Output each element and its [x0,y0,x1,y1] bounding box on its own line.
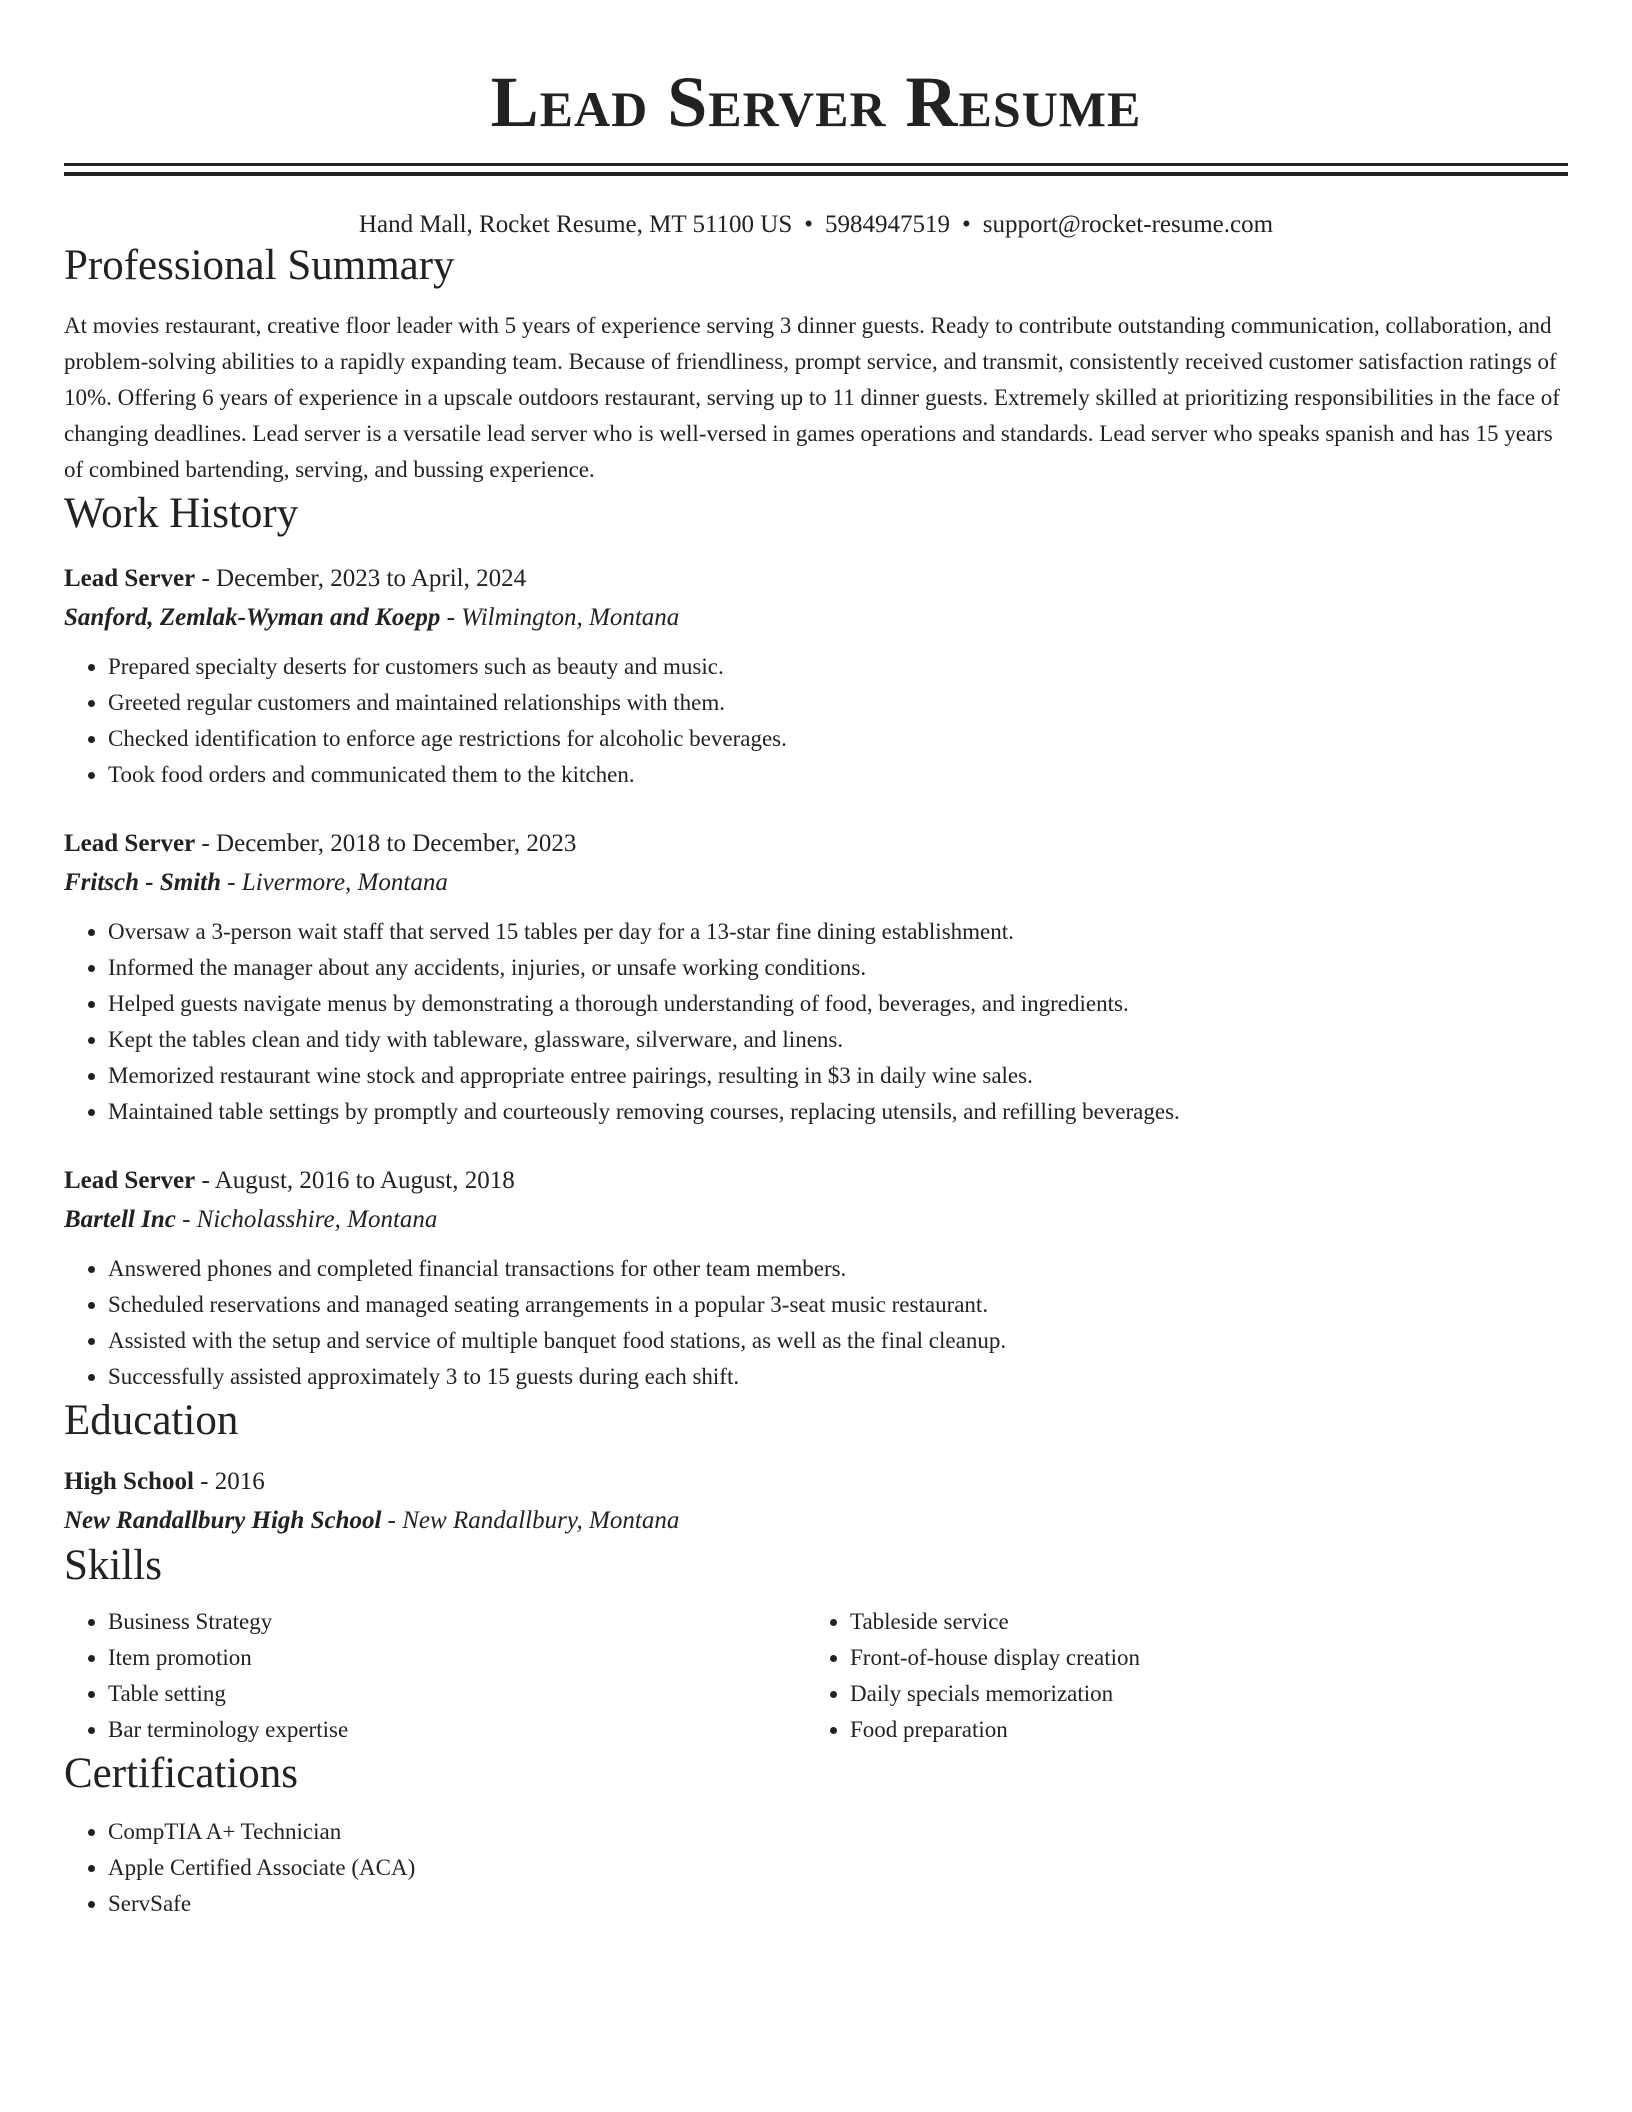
job-duty-item: • Checked identification to enforce age restrictions for alcoholic beverages. [108,721,1568,757]
job-duty-item: • Greeted regular customers and maintained relationships with them. [108,685,1568,721]
job-dates: August, 2016 to August, 2018 [214,1167,515,1194]
skills-heading: Skills [64,1542,162,1589]
certification-item: • ServSafe [108,1886,1568,1922]
job-entry [64,825,1568,1130]
skill-item: • Table setting [108,1676,806,1712]
education-degree-line: High School - 2016 [64,1468,265,1495]
job-title: Lead Server [64,830,196,857]
job-employer-line: Sanford, Zemlak-Wyman and Koepp - Wilmington, Montana [64,604,680,631]
job-title: Lead Server [64,1167,196,1194]
summary-text: At movies restaurant, creative floor leader with 5 years of experience serving 3 dinner guests. Ready to contribute outstanding communication, collaboration, and problem-solving abilities to a rapidly expanding team. Because of friendliness, prompt service, and transmit, consistently received customer satisfaction ratings of 10%. Offering 6 years of experience in a upscale outdoors restaurant, serving up to 11 dinner guests. Extremely skilled at prioritizing responsibilities in the face of changing deadlines. Lead server is a versatile lead server who is well-versed in games operations and standards. Lead server who speaks spanish and has 15 years of combined bartending, serving, and bussing experience. [64,313,1560,482]
job-duty-item: • Answered phones and completed financial transactions for other team members. [108,1251,1568,1287]
skill-item: • Bar terminology expertise [108,1712,806,1748]
job-duty-item: • Assisted with the setup and service of multiple banquet food stations, as well as the final cleanup. [108,1323,1568,1359]
job-duties [64,649,1568,793]
job-location: Nicholasshire, Montana [196,1206,438,1233]
job-title: Lead Server [64,565,196,592]
job-duty-item: • Maintained table settings by promptly and courteously removing courses, replacing utensils, and refilling beverages. [108,1094,1568,1130]
job-dates: December, 2023 to April, 2024 [216,565,527,592]
job-employer: Bartell Inc [64,1206,176,1233]
skill-item: • Business Strategy [108,1604,806,1640]
education-school: New Randallbury High School [64,1507,382,1534]
job-duty-item: • Prepared specialty deserts for customers such as beauty and music. [108,649,1568,685]
contact-separator: • [962,211,971,238]
skill-item: • Front-of-house display creation [850,1640,1548,1676]
job-title-line: Lead Server - December, 2023 to April, 2024 [64,565,527,592]
skill-item: • Daily specials memorization [850,1676,1548,1712]
contact-phone: 5984947519 [825,211,950,238]
job-duty-item: • Memorized restaurant wine stock and appropriate entree pairings, resulting in $3 in daily wine sales. [108,1058,1568,1094]
job-title-line: Lead Server - December, 2018 to December, 2023 [64,830,577,857]
job-location: Wilmington, Montana [461,604,680,631]
education-location: New Randallbury, Montana [402,1507,680,1534]
contact-email: support@rocket-resume.com [982,211,1274,238]
skills-column-left [64,1604,806,1748]
education-year: 2016 [214,1468,265,1495]
job-employer: Sanford, Zemlak-Wyman and Koepp [64,604,441,631]
job-entry [64,560,1568,793]
job-duty-item: • Took food orders and communicated them to the kitchen. [108,757,1568,793]
title-rule-top [64,163,1568,166]
certifications-list [64,1814,1568,1922]
certification-item: • Apple Certified Associate (ACA) [108,1850,1568,1886]
contact-address: Hand Mall, Rocket Resume, MT 51100 US [358,211,793,238]
job-duty-item: • Kept the tables clean and tidy with tableware, glassware, silverware, and linens. [108,1022,1568,1058]
job-duty-item: • Successfully assisted approximately 3 to 15 guests during each shift. [108,1359,1568,1395]
education-entry [64,1463,1568,1540]
job-dates: December, 2018 to December, 2023 [216,830,577,857]
resume-content [64,0,1568,1922]
education-school-line: New Randallbury High School - New Randallbury, Montana [64,1507,680,1534]
job-employer-line: Fritsch - Smith - Livermore, Montana [64,869,448,896]
title-rule-bottom [64,172,1568,176]
certification-item: • CompTIA A+ Technician [108,1814,1568,1850]
job-duties [64,914,1568,1130]
job-duty-item: • Scheduled reservations and managed seating arrangements in a popular 3-seat music restaurant. [108,1287,1568,1323]
skills-list [64,1604,1568,1748]
summary-heading: Professional Summary [64,242,455,289]
skill-item: • Item promotion [108,1640,806,1676]
job-employer-line: Bartell Inc - Nicholasshire, Montana [64,1206,438,1233]
job-entry [64,1162,1568,1395]
education-heading: Education [64,1397,239,1444]
job-duties [64,1251,1568,1395]
skill-item: • Tableside service [850,1604,1548,1640]
job-title-line: Lead Server - August, 2016 to August, 2018 [64,1167,515,1194]
contact-line [64,210,1568,240]
skill-item: • Food preparation [850,1712,1548,1748]
job-duty-item: • Oversaw a 3-person wait staff that served 15 tables per day for a 13-star fine dining establishment. [108,914,1568,950]
job-duty-item: • Informed the manager about any accidents, injuries, or unsafe working conditions. [108,950,1568,986]
education-degree: High School [64,1468,194,1495]
resume-title: Lead Server Resume [490,62,1142,142]
certifications-heading: Certifications [64,1750,299,1797]
job-employer: Fritsch - Smith [64,869,221,896]
skills-column-right [806,1604,1548,1748]
contact-separator: • [804,211,813,238]
job-location: Livermore, Montana [241,869,448,896]
job-duty-item: • Helped guests navigate menus by demonstrating a thorough understanding of food, beverages, and ingredients. [108,986,1568,1022]
work-history-heading: Work History [64,490,299,537]
